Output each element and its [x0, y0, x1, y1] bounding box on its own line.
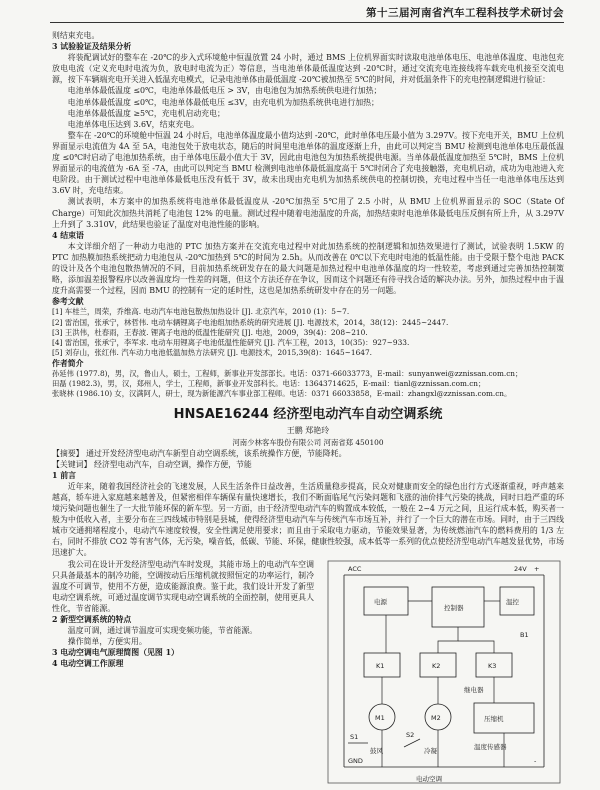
- section-3-paragraph-2: 整车在 -20℃的环境舱中恒温 24 小时后，电池单体温度最小值均达到 -20℃，此时单体电压最小值为 3.297V。按下充电开关，BMU 上位机界面显示电流值为 4A 至 5A，电池包处于放电状态，随后的时间里电池单体的温度逐渐上升，由此可以判定当 BMU 检测到电池单体电压最低温度 ≤0℃时启动了电池加热系统，由于单体电压最小值大于 3V，因此由电池包为加热系统提供电源。当单体最低温度加热至 5℃时，BMS 上位机界面显示的电流值为 -6A 至 -7A，由此可以判定当 BMU 检测到电池单体最低温度高于 5℃时闭合了充电接触器，充电机启动，成功为电池进入充电阶段。由于测试过程中电池单体最低电压没有低于 3V，故未出现由充电机为加热系统供电的控制切换，充电过程中当任一电池单体电压达到 3.6V 时，充电结束。: [52, 130, 564, 196]
- article-affiliation: 河南少林客车股份有限公司 河南省郑 450100: [232, 437, 384, 447]
- keywords: 【关键词】 经济型电动汽车，自动空调，操作方便，节能: [52, 459, 252, 469]
- diagram-label: 温控: [506, 597, 519, 606]
- wire: [438, 627, 458, 653]
- principle-section-title: 4 电动空调工作原理: [52, 659, 124, 669]
- diagram-label: 压缩机: [484, 714, 504, 723]
- diagram-label: M1: [375, 713, 385, 722]
- references-title: 参考文献: [52, 297, 84, 307]
- rule-item: 电池单体最低温度 ≥5℃，充电机启动充电；: [67, 108, 225, 118]
- diagram-label: S1: [350, 732, 359, 741]
- left-column: [52, 559, 314, 670]
- reference-item: [1] 车桂兰，周荣，乔维高. 电动汽车电池包散热加热设计 [J]. 北京汽车，2010 (1)：5~7.: [52, 307, 350, 317]
- authors-title: 作者简介: [52, 359, 84, 369]
- section-3-title: 3 试验验证及结果分析: [52, 42, 132, 52]
- diagram-label: ACC: [348, 564, 362, 573]
- page-body: [52, 30, 564, 789]
- running-header: [0, 0, 600, 22]
- diagram-label: 24V: [514, 564, 527, 573]
- section-4-title: 4 结束语: [52, 230, 84, 240]
- author-bio: 田磊 (1982.3)，男，汉，郑州人，学士，工程师，新事业开发部科长。电话：13643714625，E-mail：tianl@zznissan.com.cn；: [52, 379, 486, 389]
- article-title: HNSAE16244 经济型电动汽车自动空调系统: [173, 407, 443, 423]
- reference-item: [5] 刘存山，张红伟. 汽车动力电池低温加热方法研究 [J]. 电源技术，2015,39(8)：1645~1647.: [52, 348, 373, 358]
- diagram-label: K3: [488, 661, 497, 670]
- circuit-diagram-figure: [324, 557, 564, 787]
- diagram-label: B1: [520, 630, 529, 639]
- article-authors: 王鹏 郑艳玲: [286, 426, 330, 436]
- diagram-label: GND: [348, 756, 363, 765]
- figure-frame: [328, 561, 560, 783]
- diagram-label: K1: [376, 661, 385, 670]
- reference-item: [3] 王洪伟，杜春雨，王春波. 锂离子电池的低温性能研究 [J]. 电池，2009，39(4)：208~210.: [52, 327, 368, 337]
- diagram-label: K2: [432, 661, 441, 670]
- rule-item: 电池单体最低温度 ≤0℃，电池单体最低电压 ≤3V，由充电机为加热系统供电进行加热；: [67, 97, 379, 107]
- text-figure-row: [52, 559, 564, 789]
- switch-s2: [404, 739, 420, 747]
- diagram-label: 电源: [374, 597, 387, 606]
- compressor-block: [474, 703, 534, 733]
- author-bio: 孙延伟 (1977.8)，男，汉，鲁山人，硕士，工程师，新事业开发部部长。电话：0371-66033773，E-mail：sunyanwei@zznissan.com.cn；: [52, 369, 523, 379]
- rule-item: 电池单体电压达到 3.6V，结束充电。: [67, 119, 200, 129]
- diagram-label: S2: [406, 730, 415, 739]
- preface-paragraph-2: 我公司在设计开发经济型电动汽车时发现，其能市场上的电动汽车空调只具备最基本的制冷功能，空调按动后压缩机就按照恒定的功率运行，制冷温度不可调节，使用不方便，造成能源浪费。鉴于此，我们设计开发了新型电动空调系统，可通过温度调节实现电动空调系统的全面控制，使用更具人性化，节省能源。: [52, 559, 314, 613]
- intro-text: 则结束充电。: [52, 31, 100, 40]
- abstract: 【摘要】 通过开发经济型电动汽车新型自动空调系统，该系统操作方便，节能降耗。: [52, 448, 347, 458]
- rule-item: 电池单体最低温度 ≤0℃，电池单体最低电压 > 3V，由电池包为加热系统供电进行加热；: [67, 86, 382, 96]
- diagram-label: M2: [431, 713, 441, 722]
- section-3-paragraph-1: 将装配调试好的整车在 -20℃的步入式环境舱中恒温放置 24 小时，通过 BMS 上位机界面实时读取电池单体电压、电池单体温度、电池包充放电电流（定义充电时电流为负，放电时电流为正）等信息，当电池单体最低温度达到 -20℃时，通过交流充电连接线将车载充电机接至交流电源，按下车辆端充电开关进入低温充电模式，记录电池单体由最低温度 -20℃被加热至 5℃的时间，并对低温条件下的充电控制逻辑进行验证：: [52, 53, 564, 85]
- section-4-paragraph: 本文详细介绍了一种动力电池的 PTC 加热方案并在交流充电过程中对此加热系统的控制逻辑和加热效果进行了测试，试验表明 1.5KW 的 PTC 加热膜加热系统把动力电池包从 -20℃加热到 5℃的时间为 2.5h。从而改善在 0℃以下充电时电池的低温性能。由于受限于整个电池 PACK 的设计及各个电池包散热情况的不同，目前加热系统研发存在的最大问题是加热过程中电池单体温度的均一性较差，考虑到通过完善加热控制策略，添加温差报警程序以改善温度均一性差的问题，但这个方法还存在争议，因而这个问题还有待寻找合适的解决办法。另外，加热过程中由于温度升高需要一个过程，因而 BMU 的控制有一定的延时性，这也是加热系统研发中存在的另一问题。: [52, 241, 564, 296]
- feature-item: 操作简单，方便实用。: [67, 637, 147, 647]
- diagram-label: 电动空调: [416, 774, 442, 783]
- reference-item: [2] 雷治国，张承宁，林哲伟. 电动车辆锂离子电池组加热系统的研究进展 [J]. 电源技术，2014，38(12)：2445~2447.: [52, 317, 449, 327]
- feature-item: 温度可调，通过调节温度可实现变频功能，节省能源。: [67, 626, 258, 636]
- wire: [458, 641, 494, 653]
- diagram-label: +: [534, 564, 540, 573]
- diagram-label: 冷凝: [424, 746, 437, 755]
- header-rule: [50, 22, 564, 23]
- diagram-label: 温度传感器: [474, 742, 507, 751]
- preface-title: 1 前言: [52, 470, 77, 480]
- reference-item: [4] 雷治国，张承宁，李军求. 电动车用锂离子电池低温性能研究 [J]. 汽车工程，2013，10(35)：927~933.: [52, 337, 410, 347]
- features-title: 2 新型空调系统的特点: [52, 615, 132, 625]
- circuit-diagram: [324, 557, 564, 787]
- diagram-section-title: 3 电动空调电气原理简图（见图 1）: [52, 648, 179, 658]
- preface-paragraph-1: 近年来，随着我国经济社会的飞速发展，人民生活条件日益改善，生活质量稳步提高，民众对健康而安全的绿色出行方式逐渐重视，呼声越来越高，轿车进入家庭越来越普及，但紧密相伴车辆保有量快速增长，我们不断面临尾气污染问题和飞涨的油价排气污染的挑战，同时日趋严重的环境污染问题也催生了一大批节能环保的新车型。另一方面，由于经济型电动汽车的购置成本较低，一般在 2~4 万元之间，且运行成本低，购买者一般为中低收入者，主要分布在三四线城市特别是县城，使得经济型电动汽车与传统汽车市场互补，并行了一个巨大的潜在市场。同时，由于三四线城市交通拥堵程度小，电动汽车速度较慢，安全性满足使用要求；而且由于采取电力驱动，节能效果显著，为传统燃油汽车的燃料费用的 1/3 左右，同时不排放 CO2 等有害气体，无污染，噪音低，低碳、节能、环保，健康性较强，成本低等一系列的优点使经济型电动汽车越发显优势，市场迅速扩大。: [52, 481, 564, 558]
- diagram-label: 鼓风: [370, 746, 383, 755]
- header-title: 第十三届河南省汽车工程科技学术研讨会: [366, 7, 564, 19]
- diagram-label: 继电器: [464, 685, 484, 694]
- diagram-label: 控制器: [444, 603, 464, 612]
- section-3-paragraph-3: 测试表明，本方案中的加热系统将电池单体最低温度从 -20℃加热至 5℃用了 2.5 小时，从 BMU 上位机界面显示的 SOC（State Of Charge）可知此次加热共消耗了电池包 12% 的电量。测试过程中随着电池温度的升高，加热结束时电池单体最低电压反倒有所上升，从 3.297V 上升到了 3.310V，此结果也验证了温度对电池性能的影响。: [52, 197, 564, 229]
- diagram-label: -: [534, 756, 537, 765]
- author-bio: 张晓林 (1986.10) 女，汉满阿人，研士，现为新能源汽车事业部工程师。电话：0371 66033858，E-mail：zhangxl@zznissan.com.cn。: [52, 389, 512, 399]
